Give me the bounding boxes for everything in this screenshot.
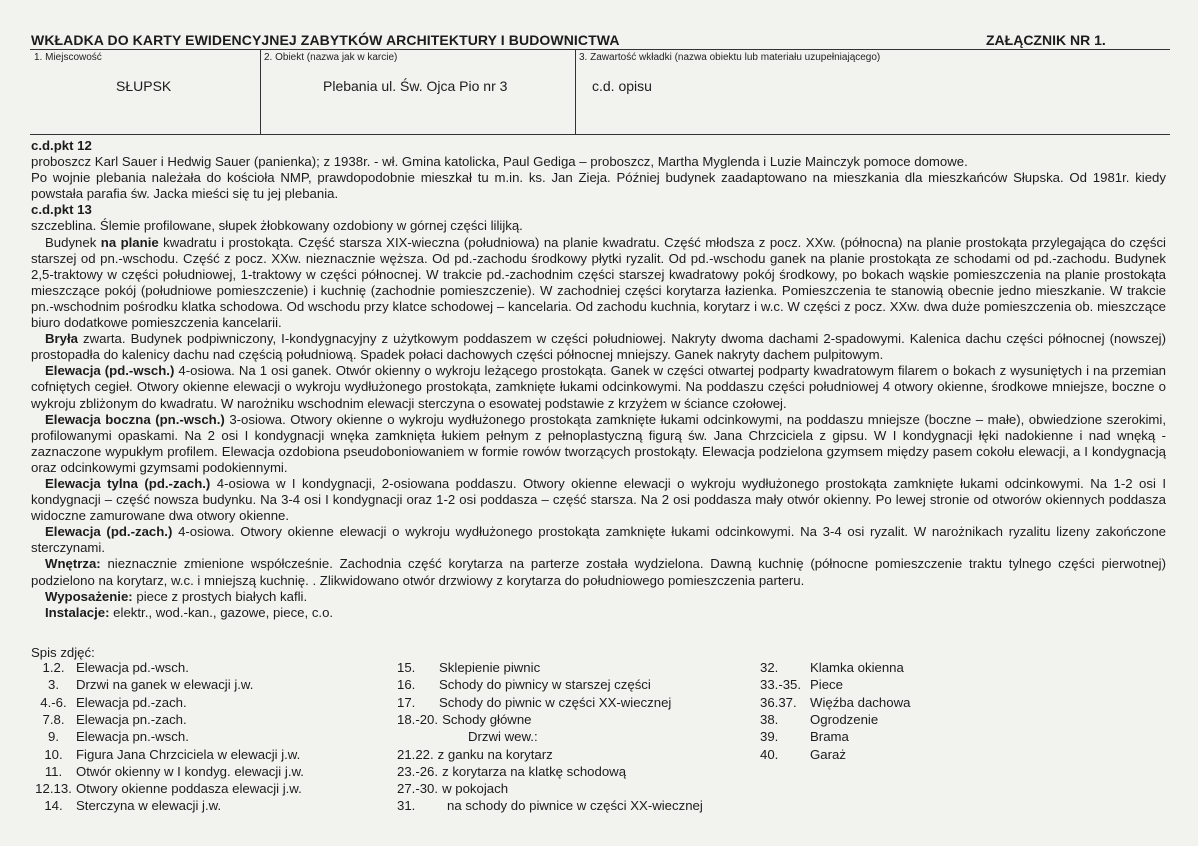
elevation-se-heading: Elewacja (pd.-wsch.) — [45, 363, 175, 379]
photo-label: Sklepienie piwnic — [439, 660, 541, 675]
photo-number: 12.13. — [35, 781, 72, 797]
location-label: 1. Miejscowość — [34, 52, 102, 63]
elevation-ne-paragraph — [31, 412, 1166, 476]
elevation-ne-heading: Elewacja boczna (pn.-wsch.) — [45, 411, 225, 427]
elevation-sw-text: 4-osiowa. Otwory okienne elewacji o wykroju wydłużonego prostokąta zamknięte łukami odcinkowymi. Na 3-4 osi ryzalit. W narożnikach ryzalitu lizeny zakończone sterczynami. — [31, 524, 1166, 556]
photo-label: Figura Jana Chrzciciela w elewacji j.w. — [76, 746, 301, 762]
interiors-paragraph — [31, 556, 1166, 588]
photo-list-title: Spis zdjęć: — [31, 645, 95, 660]
bryla-heading: Bryła — [45, 331, 78, 347]
photo-list-item — [760, 660, 904, 676]
photo-number: 31. — [397, 798, 416, 814]
plan-text: kwadratu i prostokąta. Część starsza XIX-wieczna (południowa) na planie kwadratu. Część młodsza z pocz. XXw. (północna) na planie prostokąta przylegająca do części starszej od pn.-wschodu. Część z pocz. XXw. nieznacznie węższa. Od pd.-zachodu środkowy płytki ryzalit. Od pd.-wschodu ganek na planie prostokąta ze schodami od pd.-zachodu. Budynek 2,5-traktowy w części południowej, 1-traktowy w części północnej. W trakcie pd.-zachodnim części starszej kwadratowy pokój środkowy, po bokach wąskie pomieszczenia na planie prostokąta mieszczące pokój (południowe pomieszczenie) i kuchnię (zachodnie pomieszczenie). W zachodniej części korytarza łazienka. Pomieszczenia te stanowią obecnie jedno mieszkanie. W trakcie pn.-wschodnim pośrodku klatka schodowa. Od wschodu przy klatce schodowej – kancelaria. Od zachodu kuchnia, korytarz i w.c. W części z pocz. XXw. dwa duże pomieszczenia ob. mieszczące biuro dodatkowe pomieszczenia kancelarii. — [31, 234, 1166, 331]
bryla-paragraph — [31, 331, 1166, 363]
photo-list-item — [397, 677, 651, 693]
plan-heading: na planie — [100, 234, 159, 250]
elevation-se-paragraph — [31, 363, 1166, 411]
photo-list-item — [397, 660, 540, 676]
photo-list-item — [397, 712, 532, 728]
pkt12-heading: c.d.pkt 12 — [31, 138, 92, 153]
photo-list-item — [397, 747, 553, 763]
photo-label: Schody główne — [442, 711, 532, 727]
equipment-heading: Wyposażenie: — [45, 588, 133, 604]
photo-number: 27.-30. — [397, 781, 439, 797]
elevation-sw-heading: Elewacja (pd.-zach.) — [45, 524, 173, 540]
form-divider-2 — [575, 49, 576, 134]
photo-label: z ganku na korytarz — [437, 746, 553, 762]
photo-label: z korytarza na klatkę schodową — [442, 763, 627, 779]
contents-value: c.d. opisu — [592, 78, 652, 94]
photo-list-item — [31, 764, 304, 780]
photo-number: 11. — [44, 763, 63, 779]
installations-paragraph — [31, 605, 1166, 621]
photo-list-item — [397, 729, 538, 745]
form-divider-1 — [260, 49, 261, 134]
photo-label: Drzwi na ganek w elewacji j.w. — [76, 677, 254, 693]
bryla-text: zwarta. Budynek podpiwniczony, I-kondygnacyjny z użytkowym poddaszem w części południowej. Nakryty dwoma dachami 2-spadowymi. Kalenica dachu części północnej (nowszej) prostopadła do kalenicy dachu nad częścią południową. Spadek połaci dachowych części północnej mniejszy. Ganek nakryty dachem pulpitowym. — [31, 331, 1166, 363]
photo-label: Drzwi wew.: — [468, 729, 538, 745]
photo-list-item — [760, 729, 849, 745]
photo-label: Schody do piwnicy w starszej części — [439, 677, 651, 693]
form-bottom-rule — [30, 134, 1170, 135]
photo-number: 18.-20. — [397, 711, 439, 727]
photo-label: Sterczyna w elewacji j.w. — [76, 798, 222, 814]
photo-number: 23.-26. — [397, 763, 439, 779]
photo-number: 32. — [760, 660, 779, 675]
photo-label: Klamka okienna — [810, 660, 904, 675]
photo-list-item — [397, 764, 626, 780]
photo-list-item — [397, 781, 508, 797]
photo-number: 1.2. — [42, 660, 65, 675]
photo-list-item — [31, 798, 221, 814]
pkt13-heading: c.d.pkt 13 — [31, 202, 92, 218]
photo-number: 10. — [44, 746, 63, 762]
photo-label: Elewacja pn.-zach. — [76, 711, 187, 727]
photo-label: w pokojach — [442, 781, 509, 797]
photo-number: 40. — [760, 746, 779, 762]
equipment-paragraph — [31, 589, 1166, 605]
pkt12-paragraph-2: Po wojnie plebania należała do kościoła NMP, prawdopodobnie mieszkał tu m.in. ks. Jan Zieja. Później budynek zaadaptowano na mieszkania dla mieszkańców Słupska. Od 1981r. kiedy powstała parafia św. Jacka mieści się tu jej plebania. — [31, 170, 1166, 202]
photo-label: na schody do piwnice w części XX-wiecznej — [447, 798, 703, 814]
interiors-heading: Wnętrza: — [45, 556, 101, 572]
elevation-se-text: 4-osiowa. Na 1 osi ganek. Otwór okienny o wykroju leżącego prostokąta. Ganek w części otwartej podparty kwadratowym filarem o bokach z wysuniętych i na przemian cofniętych cegieł. Otwory okienne elewacji o wykroju wydłużonego prostokąta, zamknięte łukami odcinkowymi. Na poddaszu części południowej 4 otwory okienne, środkowe mniejsze, boczne o wykroju zbliżonym do kwadratu. W narożniku wschodnim elewacji sterczyna o esowatej podstawie z krzyżem w ściance czołowej. — [31, 363, 1166, 411]
elevation-ne-text: 3-osiowa. Otwory okienne o wykroju wydłużonego prostokąta zamknięte łukami odcinkowymi, na poddaszu mniejsze (boczne – małe), obwiedzione szerokimi, profilowanymi opaskami. Na 2 osi I kondygnacji wnęka zamknięta łukiem pełnym z pełnoplastyczną figurą św. Jana Chrzciciela z gipsu. W I kondygnacji łęki nadokienne i nad wnęką - zaznaczone wypukłym profilem. Elewacja ozdobiona pseudoboniowaniem w formie rowów tworzących prostokąty. Elewacja podzielona gzymsem między pasem cokołu elewacji, a I kondygnacją oraz odcinkowymi gzymsami podokiennymi. — [31, 411, 1166, 475]
photo-label: Elewacja pd.-wsch. — [76, 660, 189, 675]
photo-number: 15. — [397, 660, 416, 675]
photo-number: 16. — [397, 677, 416, 693]
photo-number: 39. — [760, 729, 779, 745]
photo-number: 9. — [48, 729, 59, 745]
photo-list-item — [31, 712, 187, 728]
photo-list-item — [397, 695, 671, 711]
photo-list-item — [760, 747, 846, 763]
photo-list-item — [31, 747, 300, 763]
photo-list-item — [760, 677, 843, 693]
annex-label: ZAŁĄCZNIK NR 1. — [986, 32, 1106, 48]
photo-list-item — [31, 695, 187, 711]
elevation-rear-text: 4-osiowa w I kondygnacji, 2-osiowana poddaszu. Otwory okienne elewacji o wykroju wydłużonego prostokąta zamknięte łukami odcinkowymi. Na 1-2 osi I kondygnacji – część nowsza budynku. Na 3-4 osi I kondygnacji oraz 1-2 osi poddasza – część starsza. Na 2 osi poddasza mały otwór okienny. Po lewej stronie od otworów okiennych poddasza widoczne zamurowane dwa otwory okienne. — [31, 475, 1166, 524]
elevation-rear-heading: Elewacja tylna (pd.-zach.) — [45, 475, 211, 491]
photo-number: 4.-6. — [40, 694, 67, 710]
photo-list-item — [760, 695, 910, 711]
installations-heading: Instalacje: — [45, 604, 110, 620]
pkt12-paragraph-1: proboszcz Karl Sauer i Hedwig Sauer (panienka); z 1938r. - wł. Gmina katolicka, Paul Gediga – proboszcz, Martha Myglenda i Luzie Mainczyk pomoce domowe. — [31, 154, 968, 170]
description-body — [31, 138, 1166, 621]
photo-label: Schody do piwnic w części XX-wiecznej — [439, 694, 672, 710]
photo-list-item — [31, 677, 253, 693]
contents-label: 3. Zawartość wkładki (nazwa obiektu lub materiału uzupełniającego) — [579, 52, 881, 63]
plan-paragraph — [31, 235, 1166, 332]
photo-list-item — [397, 798, 703, 814]
photo-label: Elewacja pn.-wsch. — [76, 729, 189, 745]
photo-number: 3. — [48, 677, 59, 693]
photo-list-item — [31, 781, 302, 797]
document-title: WKŁADKA DO KARTY EWIDENCYJNEJ ZABYTKÓW ARCHITEKTURY I BUDOWNICTWA — [31, 32, 620, 48]
photo-label: Otwór okienny w I kondyg. elewacji j.w. — [76, 763, 304, 779]
elevation-sw-paragraph — [31, 524, 1166, 556]
plan-prefix: Budynek — [45, 234, 101, 250]
photo-number: 21.22. — [397, 746, 434, 762]
elevation-rear-paragraph — [31, 476, 1166, 524]
photo-number: 38. — [760, 711, 779, 727]
photo-number: 36.37. — [760, 694, 797, 710]
photo-label: Ogrodzenie — [810, 711, 879, 727]
photo-list-item — [760, 712, 878, 728]
location-value: SŁUPSK — [116, 78, 172, 94]
object-value: Plebania ul. Św. Ojca Pio nr 3 — [323, 78, 508, 94]
photo-label: Elewacja pd.-zach. — [76, 694, 187, 710]
photo-number: 14. — [44, 798, 63, 814]
photo-number: 33.-35. — [760, 677, 802, 693]
photo-label: Garaż — [810, 746, 846, 762]
photo-number: 17. — [397, 694, 416, 710]
object-label: 2. Obiekt (nazwa jak w karcie) — [264, 52, 398, 63]
photo-label: Brama — [810, 729, 849, 745]
pkt13-paragraph-1: szczeblina. Ślemie profilowane, słupek żłobkowany ozdobiony w górnej części lilijką. — [31, 218, 523, 234]
photo-number: 7.8. — [42, 711, 65, 727]
photo-list-item — [31, 660, 189, 676]
installations-text: elektr., wod.-kan., gazowe, piece, c.o. — [109, 604, 334, 620]
interiors-text: nieznacznie zmienione współcześnie. Zachodnia część korytarza na parterze została wydzielona. Dawną kuchnię (północne pomieszczenie traktu tylnego części pierwotnej) podzielono na korytarz, w.c. i mniejszą kuchnię. . Zlikwidowano otwór drzwiowy z korytarza do południowego pomieszczenia parteru. — [31, 556, 1166, 588]
photo-label: Otwory okienne poddasza elewacji j.w. — [76, 781, 302, 797]
photo-list-item — [31, 729, 189, 745]
photo-label: Więźba dachowa — [810, 694, 911, 710]
form-top-rule — [30, 49, 1170, 50]
photo-label: Piece — [810, 677, 843, 693]
equipment-text: piece z prostych białych kafli. — [132, 588, 308, 604]
